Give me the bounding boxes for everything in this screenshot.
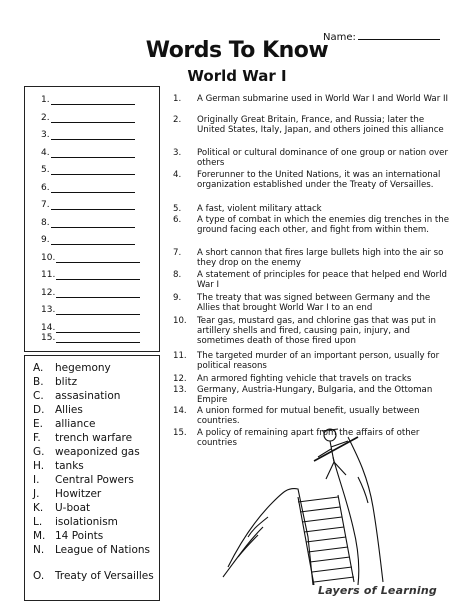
word-bank-item: L. isolationism xyxy=(33,516,118,528)
clue-item: 8. A statement of principles for peace that helped end World War I xyxy=(173,270,447,291)
answer-blank[interactable]: 12. xyxy=(41,288,140,298)
answer-blank[interactable]: 7. xyxy=(41,200,135,210)
word-bank-item: H. tanks xyxy=(33,460,84,472)
answer-blanks-box xyxy=(24,86,160,352)
answer-blank[interactable]: 1. xyxy=(41,95,135,105)
word-bank-item: F. trench warfare xyxy=(33,432,133,444)
word-bank-item: N. League of Nations xyxy=(33,544,151,556)
clue-item: 15. A policy of remaining apart from the affairs of other countries xyxy=(173,428,420,449)
answer-blank[interactable]: 15. xyxy=(41,333,140,343)
word-bank-item: D. Allies xyxy=(33,404,83,416)
clue-item: 10. Tear gas, mustard gas, and chlorine gas that was put in artillery shells and fired, causing pain, injury, and sometimes death of those fired upon xyxy=(173,316,436,347)
word-bank-item: O. Treaty of Versailles xyxy=(33,570,154,582)
answer-blank[interactable]: 4. xyxy=(41,148,135,158)
clue-item: 2. Originally Great Britain, France, and Russia; later the United States, Italy, Japan, and others joined this alliance xyxy=(173,115,444,136)
clue-item: 13. Germany, Austria-Hungary, Bulgaria, and the Ottoman Empire xyxy=(173,385,433,406)
clue-item: 1. A German submarine used in World War I and World War II xyxy=(173,94,449,104)
answer-blank[interactable]: 14. xyxy=(41,323,140,333)
page-subtitle: World War I xyxy=(187,67,287,85)
word-bank-item: G. weaponized gas xyxy=(33,446,140,458)
word-bank-box xyxy=(24,355,160,601)
answer-blank[interactable]: 5. xyxy=(41,165,135,175)
answer-blank[interactable]: 11. xyxy=(41,270,140,280)
clue-item: 7. A short cannon that fires large bullets high into the air so they drop on the enemy xyxy=(173,248,444,269)
brand-footer: Layers of Learning xyxy=(318,584,437,597)
word-bank-item: A. hegemony xyxy=(33,362,111,374)
word-bank-item: K. U-boat xyxy=(33,502,91,514)
answer-blank[interactable]: 9. xyxy=(41,235,135,245)
clue-item: 5. A fast, violent military attack xyxy=(173,204,322,214)
answer-blank[interactable]: 13. xyxy=(41,305,140,315)
word-bank-item: J. Howitzer xyxy=(33,488,102,500)
word-bank-item: B. blitz xyxy=(33,376,78,388)
clue-item: 4. Forerunner to the United Nations, it was an international organization established under the Treaty of Versailles. xyxy=(173,170,441,191)
clue-item: 14. A union formed for mutual benefit, usually between countries. xyxy=(173,406,420,427)
answer-blank[interactable]: 3. xyxy=(41,130,135,140)
clue-item: 9. The treaty that was signed between Germany and the Allies that brought World War I to an end xyxy=(173,293,431,314)
answer-blank[interactable]: 6. xyxy=(41,183,135,193)
word-bank-item: M. 14 Points xyxy=(33,530,104,542)
page-title: Words To Know xyxy=(145,38,329,63)
answer-blank[interactable]: 8. xyxy=(41,218,135,228)
word-bank-item: I. Central Powers xyxy=(33,474,134,486)
clue-item: 3. Political or cultural dominance of one group or nation over others xyxy=(173,148,448,169)
clue-item: 6. A type of combat in which the enemies dig trenches in the ground facing each other, and fight from within them. xyxy=(173,215,449,236)
word-bank-item: E. alliance xyxy=(33,418,96,430)
word-bank-item: C. assasination xyxy=(33,390,121,402)
answer-blank[interactable]: 10. xyxy=(41,253,140,263)
clue-item: 11. The targeted murder of an important person, usually for political reasons xyxy=(173,351,440,372)
trench-soldier-illustration-icon xyxy=(218,417,388,591)
name-label: Name: xyxy=(323,32,356,43)
answer-blank[interactable]: 2. xyxy=(41,113,135,123)
clue-item: 12. An armored fighting vehicle that travels on tracks xyxy=(173,374,412,384)
